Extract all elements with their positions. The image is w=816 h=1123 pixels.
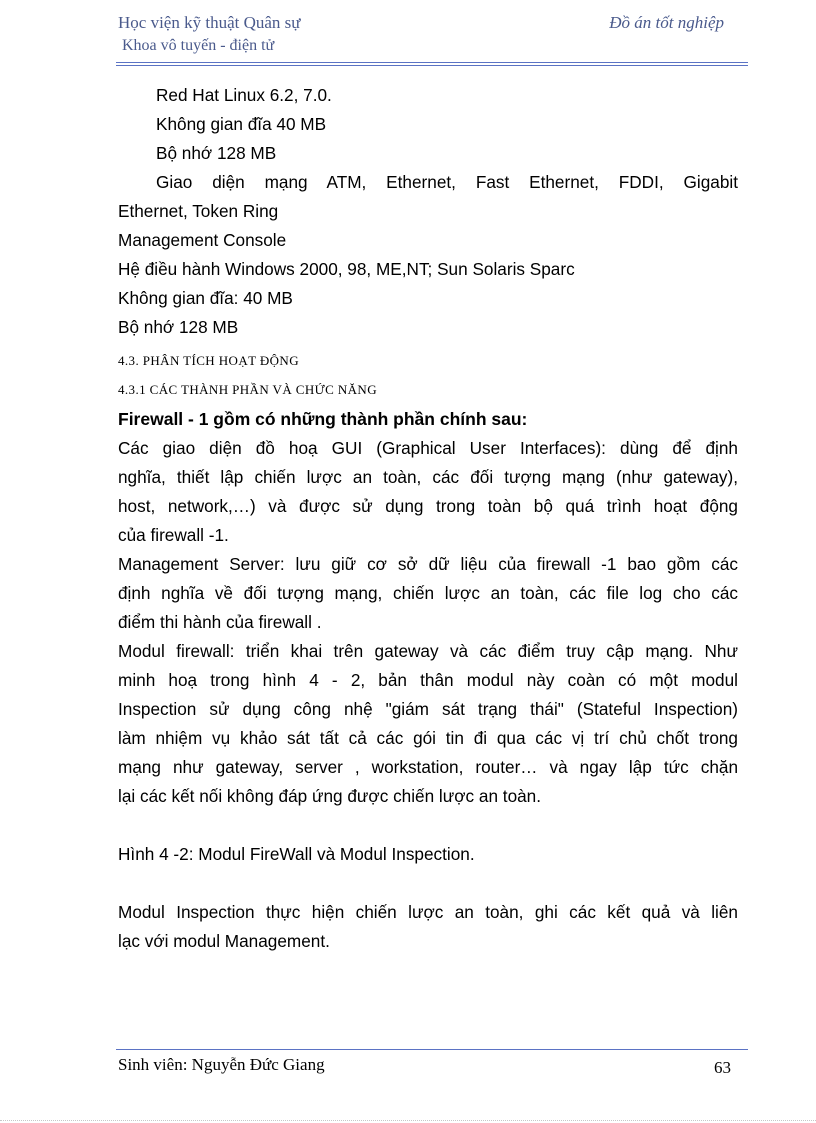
req-disk: Không gian đĩa 40 MB — [156, 114, 327, 134]
header-faculty: Khoa vô tuyến - điện tử — [122, 37, 275, 54]
server-para-line2: định nghĩa về đối tượng mạng, chiến lược an toàn, các file log cho các — [118, 583, 738, 603]
console-os: Hệ điều hành Windows 2000, 98, ME,NT; Sun Solaris Sparc — [118, 259, 575, 279]
console-disk: Không gian đĩa: 40 MB — [118, 288, 293, 308]
gui-para-line1: Các giao diện đồ hoạ GUI (Graphical User Interfaces): dùng để định — [118, 438, 738, 458]
header-rule-top — [116, 62, 748, 63]
modul-para-line2: minh hoạ trong hình 4 - 2, bản thân modul này coàn có một modul — [118, 670, 738, 690]
server-para-line1: Management Server: lưu giữ cơ sở dữ liệu của firewall -1 bao gồm các — [118, 554, 738, 574]
spacer — [118, 869, 738, 898]
modul-para-line6: lại các kết nối không đáp ứng được chiến lược an toàn. — [118, 786, 542, 806]
inspection-para-line2: lạc với modul Management. — [118, 931, 330, 951]
header-doc-type: Đồ án tốt nghiệp — [609, 13, 724, 32]
req-network-line2: Ethernet, Token Ring — [118, 201, 279, 221]
inspection-para-line1: Modul Inspection thực hiện chiến lược an toàn, ghi các kết quả và liên — [118, 902, 738, 922]
gui-para-line4: của firewall -1. — [118, 525, 229, 545]
spacer — [118, 811, 738, 840]
footer-rule — [116, 1049, 748, 1050]
body-text — [118, 81, 738, 956]
console-memory: Bộ nhớ 128 MB — [118, 317, 239, 337]
console-title: Management Console — [118, 230, 287, 250]
figure-caption: Hình 4 -2: Modul FireWall và Modul Inspection. — [118, 844, 475, 864]
req-memory: Bộ nhớ 128 MB — [156, 143, 277, 163]
section-4-3-heading: 4.3. PHÂN TÍCH HOẠT ĐỘNG — [118, 353, 300, 368]
req-os: Red Hat Linux 6.2, 7.0. — [156, 85, 332, 105]
server-para-line3: điểm thi hành của firewall . — [118, 612, 322, 632]
page-number: 63 — [714, 1058, 731, 1077]
header-rule-bottom — [116, 65, 748, 66]
modul-para-line3: Inspection sử dụng công nhệ "giám sát trạng thái" (Stateful Inspection) — [118, 699, 738, 719]
section-4-3-1-heading: 4.3.1 CÁC THÀNH PHẦN VÀ CHỨC NĂNG — [118, 382, 377, 397]
footer-student: Sinh viên: Nguyễn Đức Giang — [118, 1055, 325, 1074]
gui-para-line3: host, network,…) và được sử dụng trong toàn bộ quá trình hoạt động — [118, 496, 738, 516]
header-institution: Học viện kỹ thuật Quân sự — [118, 13, 301, 32]
req-network-line1: Giao diện mạng ATM, Ethernet, Fast Ethernet, FDDI, Gigabit — [156, 172, 738, 192]
components-heading: Firewall - 1 gồm có những thành phần chính sau: — [118, 409, 528, 429]
modul-para-line4: làm nhiệm vụ khảo sát tất cả các gói tin đi qua các vị trí chủ chốt trong — [118, 728, 738, 748]
page-edge-divider — [0, 1120, 816, 1121]
modul-para-line5: mạng như gateway, server , workstation, router… và ngay lập tức chặn — [118, 757, 738, 777]
gui-para-line2: nghĩa, thiết lập chiến lược an toàn, các đối tượng mạng (như gateway), — [118, 467, 738, 487]
modul-para-line1: Modul firewall: triển khai trên gateway và các điểm truy cập mạng. Như — [118, 641, 738, 661]
